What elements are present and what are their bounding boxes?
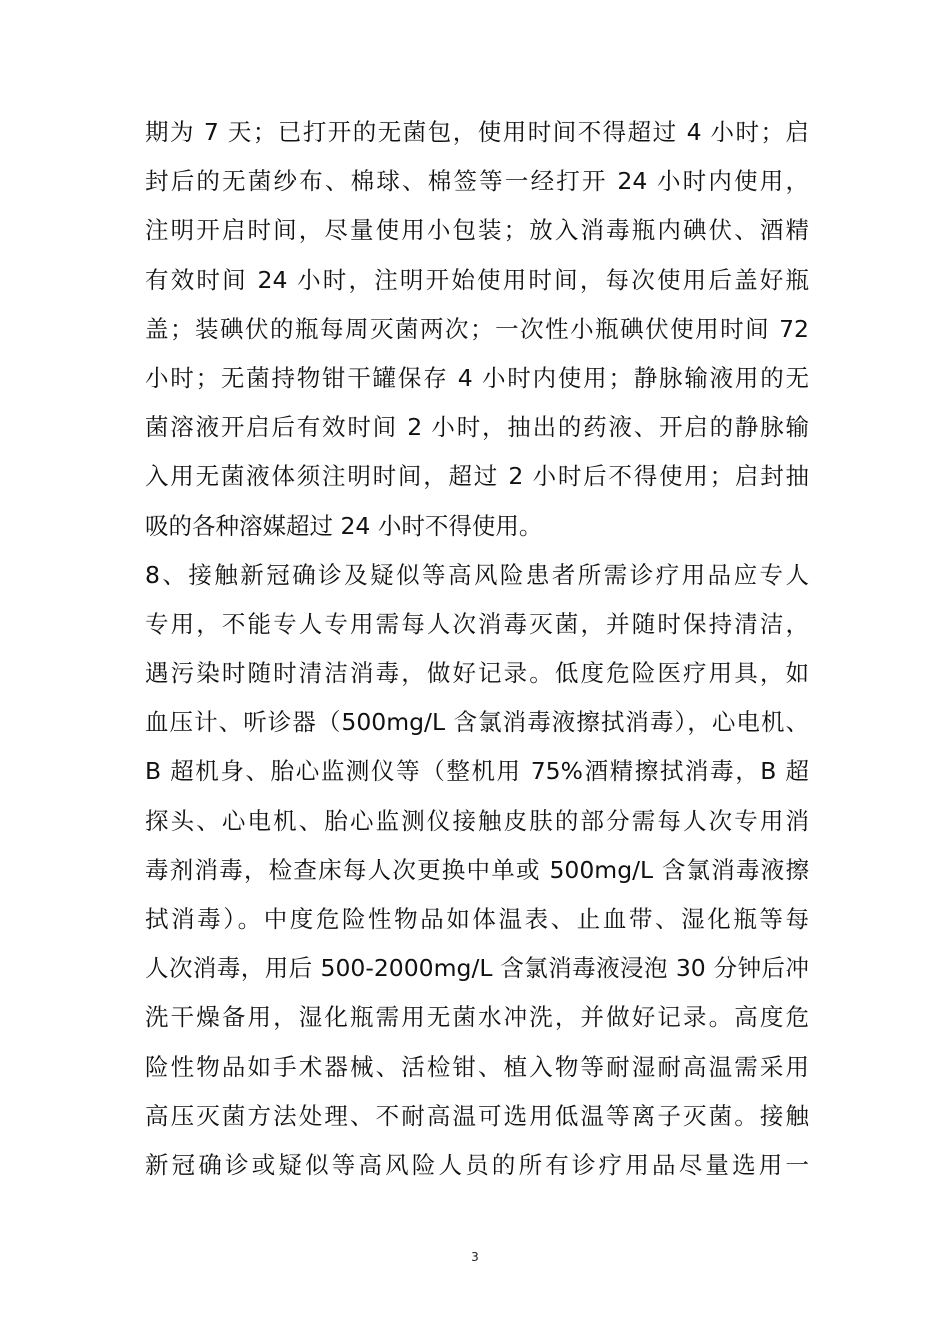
text-line: 期为 7 天；已打开的无菌包，使用时间不得超过 4 小时；启	[145, 118, 809, 146]
text-line: 有效时间 24 小时，注明开始使用时间，每次使用后盖好瓶	[145, 265, 809, 294]
text-line: 菌溶液开启后有效时间 2 小时，抽出的药液、开启的静脉输	[145, 413, 809, 442]
text-line: 遇污染时随时清洁消毒，做好记录。低度危险医疗用具，如	[145, 659, 809, 688]
text-line: 毒剂消毒，检查床每人次更换中单或 500mg/L 含氯消毒液擦	[145, 855, 809, 884]
text-line: 探头、心电机、胎心监测仪接触皮肤的部分需每人次专用消	[145, 806, 809, 835]
text-line: 封后的无菌纱布、棉球、棉签等一经打开 24 小时内使用，	[145, 167, 809, 196]
text-line: 洗干燥备用，湿化瓶需用无菌水冲洗，并做好记录。高度危	[145, 1003, 809, 1032]
text-line: 注明开启时间，尽量使用小包装；放入消毒瓶内碘伏、酒精	[145, 216, 809, 245]
text-line: 8、接触新冠确诊及疑似等高风险患者所需诊疗用品应专人	[145, 560, 809, 589]
text-line: 血压计、听诊器（500mg/L 含氯消毒液擦拭消毒），心电机、	[145, 708, 809, 737]
text-line: 小时；无菌持物钳干罐保存 4 小时内使用；静脉输液用的无	[145, 363, 809, 392]
text-line: 险性物品如手术器械、活检钳、植入物等耐湿耐高温需采用	[145, 1052, 809, 1081]
page-number: 3	[471, 1250, 479, 1264]
text-line: 入用无菌液体须注明时间，超过 2 小时后不得使用；启封抽	[145, 462, 809, 491]
text-line: 吸的各种溶媒超过 24 小时不得使用。	[145, 511, 543, 540]
text-line: B 超机身、胎心监测仪等（整机用 75%酒精擦拭消毒，B 超	[145, 757, 809, 786]
text-line: 专用，不能专人专用需每人次消毒灭菌，并随时保持清洁，	[145, 609, 809, 638]
text-line: 人次消毒，用后 500-2000mg/L 含氯消毒液浸泡 30 分钟后冲	[145, 954, 809, 983]
text-line: 高压灭菌方法处理、不耐高温可选用低温等离子灭菌。接触	[145, 1101, 809, 1130]
text-line: 新冠确诊或疑似等高风险人员的所有诊疗用品尽量选用一	[145, 1150, 809, 1179]
text-line: 拭消毒）。中度危险性物品如体温表、止血带、湿化瓶等每	[145, 905, 809, 933]
text-line: 盖；装碘伏的瓶每周灭菌两次；一次性小瓶碘伏使用时间 72	[145, 314, 809, 343]
body-text	[145, 108, 809, 1190]
